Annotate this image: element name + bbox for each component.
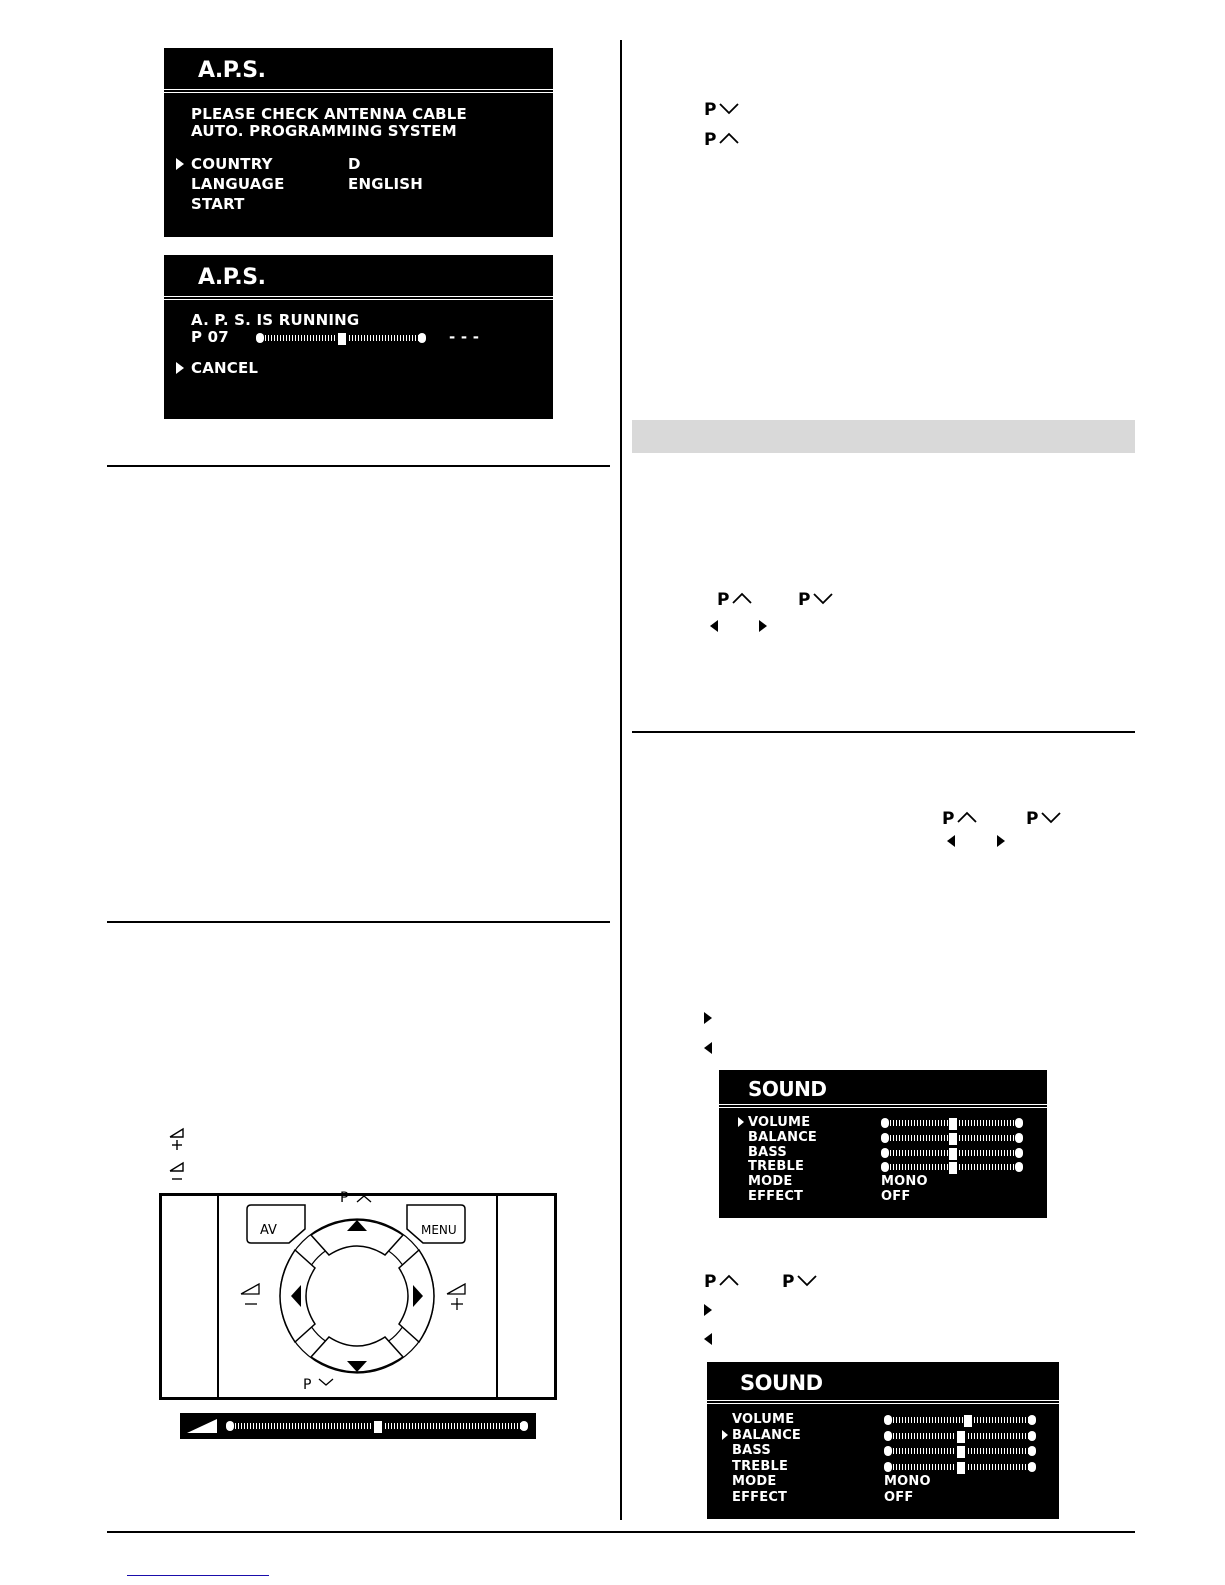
- aps-dashes: - - -: [449, 328, 480, 346]
- aps-running-screen: [164, 255, 553, 419]
- sound-item-volume[interactable]: VOLUME: [748, 1115, 811, 1130]
- osd-title: SOUND: [748, 1077, 827, 1101]
- slider-plus-end: [1015, 1162, 1023, 1172]
- chevron-down-icon: [796, 1273, 818, 1287]
- slider-track: [890, 1417, 1030, 1423]
- slider-knob: [948, 1132, 958, 1146]
- sound-value-mode: MONO: [884, 1474, 931, 1490]
- sound-item-balance[interactable]: BALANCE: [732, 1427, 802, 1443]
- sound-slider-balance[interactable]: [881, 1133, 1023, 1143]
- selection-arrow-icon: [722, 1430, 728, 1440]
- p-down-key: P: [1026, 809, 1062, 829]
- sound-item-bass[interactable]: BASS: [748, 1144, 787, 1160]
- right-arrow-icon: [759, 620, 767, 632]
- section-rule: [107, 921, 610, 923]
- slider-plus-end: [1015, 1148, 1023, 1158]
- cancel-option[interactable]: CANCEL: [191, 359, 259, 377]
- osd-title: SOUND: [740, 1371, 823, 1395]
- slider-plus-end: [1015, 1133, 1023, 1143]
- osd-title: A.P.S.: [198, 265, 266, 290]
- osd-title-rule: [719, 1104, 1047, 1108]
- slider-knob: [948, 1117, 958, 1131]
- osd-title-rule: [707, 1400, 1059, 1404]
- selection-arrow-icon: [176, 158, 184, 170]
- p-down-key: P: [798, 590, 834, 610]
- sound-item-balance[interactable]: BALANCE: [748, 1129, 818, 1145]
- menu-value-country: D: [348, 155, 361, 173]
- slider-plus-end: [1015, 1118, 1023, 1128]
- p-up-key: P: [704, 130, 740, 150]
- chevron-down-icon: [718, 101, 740, 115]
- volume-icon: [186, 1418, 218, 1434]
- p-up-key: P: [704, 1272, 740, 1292]
- left-arrow-icon: [947, 835, 955, 847]
- slider-knob: [373, 1420, 383, 1434]
- column-divider: [620, 40, 622, 1520]
- osd-title-rule: [164, 89, 553, 93]
- sound-item-treble[interactable]: TREBLE: [732, 1458, 789, 1474]
- footer-link-underline[interactable]: [127, 1575, 269, 1576]
- selection-arrow-icon: [738, 1117, 744, 1127]
- slider-knob: [956, 1430, 966, 1444]
- sound-slider-bass[interactable]: [884, 1446, 1036, 1456]
- menu-item-start[interactable]: START: [191, 195, 245, 213]
- section-rule: [107, 465, 610, 467]
- sound-item-volume[interactable]: VOLUME: [732, 1412, 795, 1427]
- page-footer-rule: [107, 1531, 1135, 1533]
- section-rule: [632, 731, 1135, 733]
- slider-plus-end: [520, 1421, 528, 1431]
- slider-knob: [956, 1461, 966, 1475]
- left-arrow-icon: [704, 1042, 712, 1054]
- slider-plus-end: [418, 333, 426, 343]
- chevron-down-icon: [812, 591, 834, 605]
- sound-slider-treble[interactable]: [884, 1462, 1036, 1472]
- aps-menu-screen: [164, 48, 553, 237]
- sound-slider-volume[interactable]: [881, 1118, 1023, 1128]
- slider-knob: [948, 1147, 958, 1161]
- sound-item-bass[interactable]: BASS: [732, 1443, 771, 1459]
- sound-menu-screen-balance: [707, 1362, 1059, 1519]
- selection-arrow-icon: [176, 362, 184, 374]
- aps-progress-slider: [256, 333, 426, 343]
- sound-slider-balance[interactable]: [884, 1431, 1036, 1441]
- chevron-up-icon: [718, 1273, 740, 1287]
- chevron-up-icon: [956, 810, 978, 824]
- sound-slider-bass[interactable]: [881, 1148, 1023, 1158]
- left-arrow-icon: [704, 1333, 712, 1345]
- sound-value-mode: MONO: [881, 1174, 928, 1190]
- volume-up-icon: [166, 1126, 188, 1152]
- volume-osd-bar: [180, 1413, 536, 1439]
- right-arrow-icon: [704, 1304, 712, 1316]
- aps-program-number: P 07: [191, 328, 229, 346]
- right-arrow-icon: [704, 1012, 712, 1024]
- p-up-key: P: [717, 590, 753, 610]
- sound-menu-screen: [719, 1070, 1047, 1218]
- menu-item-country[interactable]: COUNTRY: [191, 155, 273, 173]
- sound-item-mode[interactable]: MODE: [748, 1174, 793, 1190]
- slider-knob: [948, 1161, 958, 1175]
- av-button[interactable]: AV: [260, 1223, 277, 1238]
- sound-item-treble[interactable]: TREBLE: [748, 1159, 805, 1175]
- menu-button[interactable]: MENU: [421, 1223, 457, 1237]
- slider-plus-end: [1028, 1462, 1036, 1472]
- sound-value-effect: OFF: [884, 1490, 914, 1505]
- slider-plus-end: [1028, 1446, 1036, 1456]
- sound-value-effect: OFF: [881, 1189, 911, 1204]
- left-arrow-icon: [710, 620, 718, 632]
- p-up-label: P: [340, 1190, 349, 1206]
- slider-knob: [337, 332, 347, 346]
- aps-status: A. P. S. IS RUNNING: [191, 311, 360, 329]
- p-down-key: P: [704, 100, 740, 120]
- sound-item-mode[interactable]: MODE: [732, 1474, 777, 1490]
- osd-title: A.P.S.: [198, 58, 266, 83]
- p-up-key: P: [942, 809, 978, 829]
- chevron-up-icon: [718, 131, 740, 145]
- volume-down-icon: [166, 1160, 188, 1186]
- sound-slider-volume[interactable]: [884, 1415, 1036, 1425]
- slider-knob: [956, 1445, 966, 1459]
- slider-plus-end: [1028, 1431, 1036, 1441]
- menu-value-language: ENGLISH: [348, 175, 424, 193]
- section-header-bar: [632, 420, 1135, 453]
- right-arrow-icon: [997, 835, 1005, 847]
- aps-message-line-1: PLEASE CHECK ANTENNA CABLE: [191, 105, 467, 123]
- p-down-key: P: [782, 1272, 818, 1292]
- tv-control-panel: [159, 1193, 559, 1403]
- osd-title-rule: [164, 296, 553, 300]
- sound-slider-treble[interactable]: [881, 1162, 1023, 1172]
- slider-plus-end: [1028, 1415, 1036, 1425]
- chevron-up-icon: [731, 591, 753, 605]
- sound-item-effect[interactable]: EFFECT: [732, 1490, 788, 1505]
- sound-item-effect[interactable]: EFFECT: [748, 1189, 804, 1204]
- menu-item-language[interactable]: LANGUAGE: [191, 175, 285, 193]
- volume-slider: [226, 1421, 528, 1431]
- slider-knob: [963, 1414, 973, 1428]
- p-down-label: P: [303, 1377, 312, 1393]
- chevron-down-icon: [1040, 810, 1062, 824]
- aps-message-line-2: AUTO. PROGRAMMING SYSTEM: [191, 122, 457, 140]
